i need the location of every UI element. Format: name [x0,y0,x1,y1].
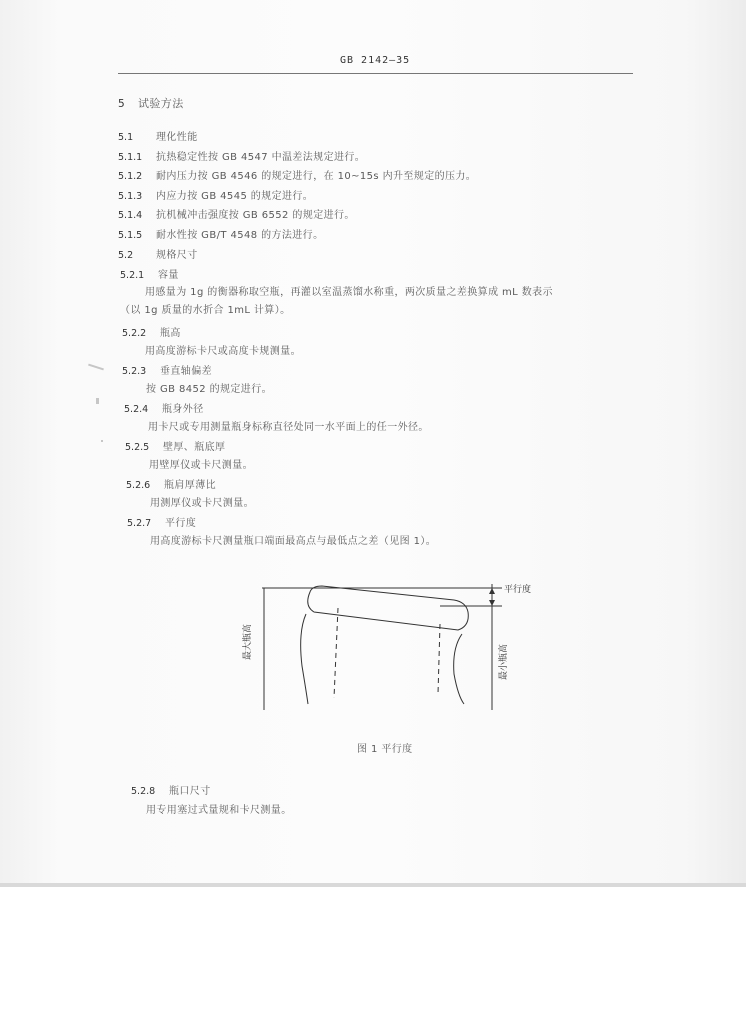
clause-5-2-1 [120,266,179,281]
clause-5-1-3 [118,187,313,202]
clause-5-1-1 [118,148,365,163]
clause-number: 5.2 [118,250,134,261]
scan-speck [101,440,103,442]
label-max-height: 最大瓶高 [243,623,253,661]
clause-5-1 [118,128,198,143]
bottle-finish-outline [308,586,469,630]
clause-text: 瓶身外径 [162,404,204,415]
clause-number: 5.2.2 [122,328,147,339]
arrow-icon [489,600,495,606]
paragraph-text: 用测厚仪或卡尺测量。 [150,498,254,509]
clause-number: 5.2.5 [125,442,150,453]
paragraph-text: 用壁厚仪或卡尺测量。 [149,460,253,471]
clause-text: 抗热稳定性按 GB 4547 中温差法规定进行。 [156,152,366,163]
bore-dashed-left [334,608,338,698]
clause-number: 5.2.8 [131,786,156,797]
scan-speck [88,364,104,371]
clause-text: 平行度 [165,518,197,529]
clause-number: 5.1.4 [118,210,143,221]
clause-number: 5.1.3 [118,191,143,202]
bore-dashed-right [438,624,440,694]
section-number: 5 [118,98,125,110]
clause-text: 规格尺寸 [156,250,198,261]
clause-text: 理化性能 [156,132,198,143]
clause-text: 抗机械冲击强度按 GB 6552 的规定进行。 [156,210,355,221]
section-title: 试验方法 [138,97,184,110]
section-heading [118,95,184,111]
clause-number: 5.2.6 [126,480,151,491]
bottle-neck-left [301,614,308,704]
clause-5-1-4 [118,206,355,221]
label-min-height: 最小瓶高 [499,643,509,681]
scan-speck [96,398,99,404]
paragraph-text: 按 GB 8452 的规定进行。 [146,384,272,395]
standard-code: GB 2142—35 [340,55,411,66]
clause-5-2-6 [126,476,216,491]
clause-number: 5.2.7 [127,518,152,529]
clause-text: 壁厚、瓶底厚 [163,442,226,453]
clause-number: 5.1.2 [118,171,143,182]
clause-5-2-7 [127,514,196,529]
clause-5-2-4 [124,400,204,415]
clause-text: 瓶口尺寸 [169,786,211,797]
clause-text: 瓶高 [160,328,181,339]
paragraph-text: 用卡尺或专用测量瓶身标称直径处同一水平面上的任一外径。 [148,422,429,433]
clause-text: 垂直轴偏差 [160,366,212,377]
figure-caption: 图 1 平行度 [357,744,413,755]
clause-5-2-5 [125,438,225,453]
bottle-neck-right [454,634,464,704]
clause-number: 5.2.1 [120,270,145,281]
clause-5-1-5 [118,226,323,241]
sheet-bottom-edge [0,883,746,887]
clause-number: 5.1.5 [118,230,143,241]
clause-text: 瓶肩厚薄比 [164,480,216,491]
clause-text: 内应力按 GB 4545 的规定进行。 [156,191,314,202]
clause-number: 5.1 [118,132,134,143]
clause-number: 5.1.1 [118,152,143,163]
clause-text: 容量 [158,270,179,281]
paragraph-text: 用感量为 1g 的衡器称取空瓶，再灌以室温蒸馏水称重，两次质量之差换算成 mL 数表示 [145,287,553,298]
parallelism-figure [240,578,532,718]
arrow-icon [489,588,495,594]
paragraph-text: 用专用塞过式量规和卡尺测量。 [146,805,292,816]
clause-number: 5.2.3 [122,366,147,377]
clause-5-2-8 [131,782,211,797]
clause-text: 耐水性按 GB/T 4548 的方法进行。 [156,230,324,241]
clause-5-2-3 [122,362,212,377]
clause-5-2-2 [122,324,181,339]
paragraph-text: 用高度游标卡尺或高度卡规测量。 [145,346,301,357]
header-rule [118,73,633,74]
clause-5-2 [118,246,198,261]
clause-5-1-2 [118,167,476,182]
paragraph-text: 用高度游标卡尺测量瓶口端面最高点与最低点之差（见图 1）。 [150,536,437,547]
clause-text: 耐内压力按 GB 4546 的规定进行，在 10~15s 内升至规定的压力。 [156,171,477,182]
clause-number: 5.2.4 [124,404,149,415]
paragraph-text: （以 1g 质量的水折合 1mL 计算）。 [120,305,291,316]
label-parallelism: 平行度 [504,585,532,595]
